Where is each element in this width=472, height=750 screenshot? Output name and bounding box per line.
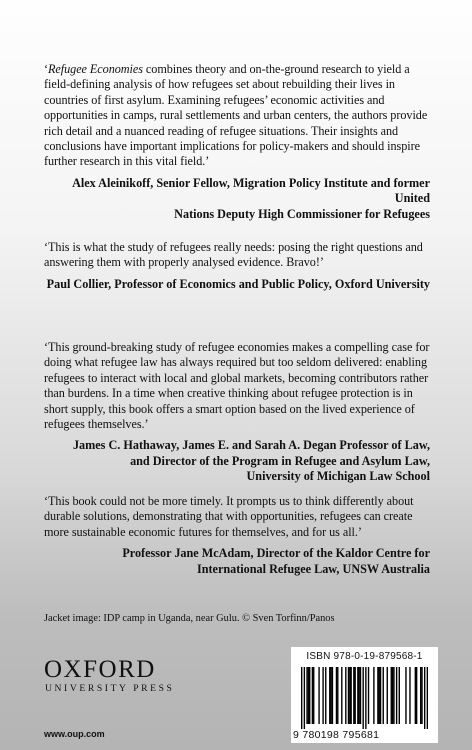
barcode-bar: [405, 667, 406, 724]
quote-attribution: [44, 546, 430, 577]
barcode-bar: [427, 667, 428, 729]
barcode-bar: [362, 667, 363, 729]
barcode-bar: [348, 667, 349, 724]
barcode-bar: [301, 667, 302, 729]
endorsement-mcadam: [44, 494, 430, 577]
endorsement-collier: [44, 240, 430, 292]
endorsement-aleinikoff: [44, 62, 430, 222]
barcode-bar: [358, 667, 359, 724]
barcode-bar: [350, 667, 351, 724]
barcode-bar: [377, 667, 378, 724]
barcode-bar: [332, 667, 333, 724]
barcode-bar: [354, 667, 355, 724]
barcode-bar: [392, 667, 393, 724]
attribution-line: University of Michigan Law School: [246, 469, 430, 484]
barcode-bar: [360, 667, 361, 724]
barcode-bar: [337, 667, 338, 724]
publisher-logo: [44, 658, 174, 694]
quote-attribution: [44, 438, 430, 484]
barcode-bar: [318, 667, 319, 724]
barcode-bar: [420, 667, 421, 724]
attribution-line: and Director of the Program in Refugee and Asylum Law,: [130, 453, 430, 468]
attribution-line: Professor Jane McAdam, Director of the Kaldor Centre for: [122, 546, 430, 561]
isbn-barcode: [291, 647, 438, 743]
quote-open-mark: ‘: [44, 62, 49, 76]
barcode-bar: [330, 667, 331, 724]
barcode-bar: [304, 667, 305, 729]
barcode-bar: [313, 667, 314, 724]
barcode-bar: [309, 667, 310, 724]
barcode-bar: [308, 667, 309, 724]
attribution-line: Alex Aleinikoff, Senior Fellow, Migration Policy Institute and former United: [72, 175, 430, 206]
book-title-italic: Refugee Economies: [48, 62, 143, 76]
publisher-url: www.oup.com: [44, 729, 105, 739]
barcode-bar: [415, 667, 416, 724]
barcode-bar: [416, 667, 417, 724]
publisher-name: OXFORD: [44, 656, 156, 683]
barcode-bar: [396, 667, 397, 724]
barcode-bar: [380, 667, 381, 724]
quote-text: ‘This ground-breaking study of refugee economies makes a compelling case for doing what refugee law has always required but too seldom delivered: enabling refugees to interact with local and global markets, becoming contributors rather than burdens. In a time when creative thinking about refugee protection is in short supply, this book offers a smart option based on the lived experience of refugees themselves.’: [44, 340, 430, 432]
publisher-subname: UNIVERSITY PRESS: [45, 683, 175, 694]
barcode-bar: [325, 667, 326, 724]
barcode-bar: [312, 667, 313, 724]
attribution-line: James C. Hathaway, James E. and Sarah A. Degan Professor of Law,: [72, 438, 430, 453]
barcode-bar: [329, 667, 330, 724]
barcode-bar: [379, 667, 380, 724]
barcode-bar: [409, 667, 410, 724]
isbn-label: ISBN 978-0-19-879568-1: [306, 651, 423, 662]
barcode-bar: [421, 667, 422, 724]
barcode-bar: [383, 667, 384, 724]
barcode-bar: [345, 667, 346, 724]
barcode-bar: [393, 667, 394, 724]
barcode-bar: [349, 667, 350, 724]
barcode-digits: 9 780198 795681: [293, 729, 380, 741]
barcode-bar: [373, 667, 374, 724]
quote-text: ‘This is what the study of refugees really needs: posing the right questions and answering them with properly analysed evidence. Bravo!’: [44, 240, 423, 270]
attribution-line: Paul Collier, Professor of Economics and Public Policy, Oxford University: [46, 276, 430, 291]
quote-text: [44, 62, 430, 170]
quote-body: combines theory and on-the-ground research to yield a field-defining analysis of how refugees set about rebuilding their lives in countries of first asylum. Examining refugees’ economic activities and opportunities in camps, rural settlements and urban centers, the authors provide rich detail and a nuanced reading of refugee situations. Their insights and conclusions have important implications for policy-makers and should inspire further research in this vital field.’: [44, 62, 428, 169]
quote-attribution: [44, 277, 430, 292]
barcode-bar: [357, 667, 358, 724]
quote-attribution: [44, 176, 430, 222]
barcode-bars: [301, 667, 428, 729]
endorsement-hathaway: [44, 340, 430, 485]
barcode-bar: [306, 667, 307, 724]
barcode-bar: [424, 667, 425, 729]
jacket-image-credit: Jacket image: IDP camp in Uganda, near Gulu. © Sven Torfinn/Panos: [44, 613, 335, 624]
barcode-bar: [322, 667, 323, 724]
barcode-bar: [387, 667, 388, 724]
barcode-bar: [368, 667, 369, 724]
barcode-bar: [353, 667, 354, 724]
quote-text: ‘This book could not be more timely. It prompts us to think differently about durable solutions, demonstrating that with opportunities, refugees can create more sustainable economic futures for themselves, and for us all.’: [44, 494, 414, 539]
barcode-bar: [341, 667, 342, 724]
attribution-line: International Refugee Law, UNSW Australia: [196, 561, 430, 576]
attribution-line: Nations Deputy High Commissioner for Refugees: [174, 206, 430, 221]
barcode-bar: [399, 667, 400, 724]
barcode-bar: [336, 667, 337, 724]
barcode-bar: [391, 667, 392, 724]
barcode-bar: [365, 667, 366, 729]
